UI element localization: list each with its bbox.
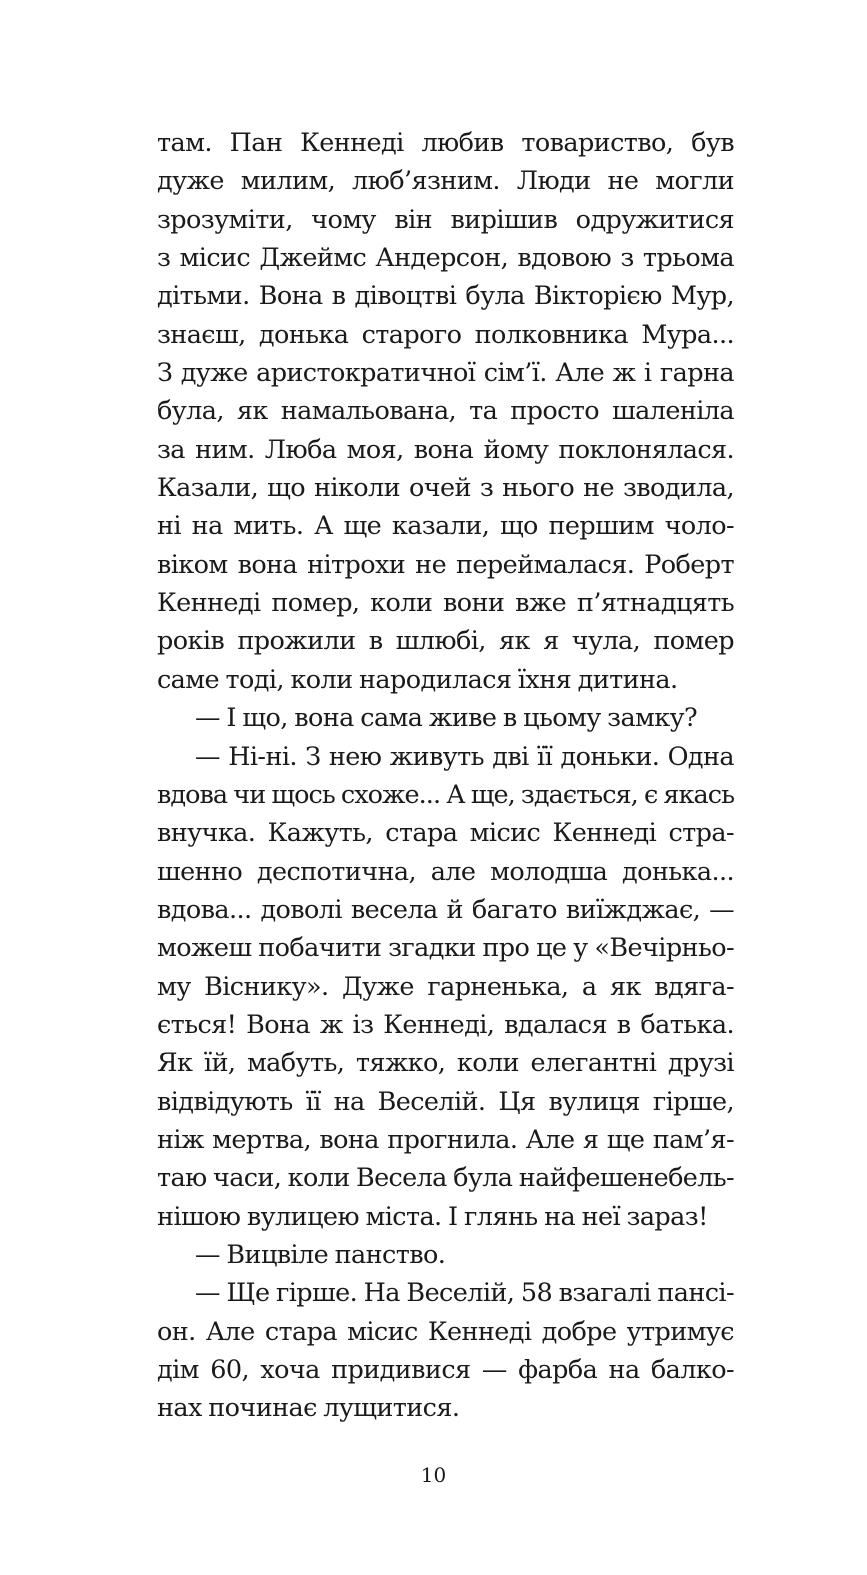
text-line: — І що, вона сама живе в цьому замку? xyxy=(195,703,698,734)
text-line: дім 60, хоча придивися — фарба на балко- xyxy=(157,1355,734,1385)
text-line: ні на мить. А ще казали, що першим чоло- xyxy=(157,511,734,542)
text-line: нішою вулицею міста. І глянь на неї зараз! xyxy=(157,1201,708,1232)
text-line: була, як намальована, та просто шаленіла xyxy=(157,396,734,427)
text-line: з місис Джеймс Андерсон, вдовою з трьома xyxy=(157,243,734,274)
text-line: вдова... доволі весела й багато виїжджає, — xyxy=(157,894,734,925)
text-line: Кеннеді помер, коли вони вже п’ятнадцять xyxy=(157,588,734,619)
text-line: ніж мертва, вона прогнила. Але я ще пам’я- xyxy=(157,1124,734,1155)
text-line: он. Але стара місис Кеннеді добре утримує xyxy=(157,1316,734,1347)
text-line: вдова чи щось схоже... А ще, здається, є якась xyxy=(157,779,734,810)
text-line: — Ні-ні. З нею живуть дві її доньки. Одна xyxy=(195,741,734,772)
text-line: З дуже аристократичної сім’ї. Але ж і гарна xyxy=(157,358,734,389)
text-line: Казали, що ніколи очей з нього не зводила, xyxy=(157,473,734,504)
text-line: Як їй, мабуть, тяжко, коли елегантні друзі xyxy=(157,1048,734,1079)
text-line: му Віснику». Дуже гарненька, а як вдяга- xyxy=(157,971,734,1002)
text-line: там. Пан Кеннеді любив товариство, був xyxy=(157,128,734,158)
text-line: — Вицвіле панство. xyxy=(195,1239,446,1270)
body-text xyxy=(157,124,734,1428)
text-line: таю часи, коли Весела була найфешенебель- xyxy=(157,1163,734,1194)
text-line: років прожили в шлюбі, як я чула, помер xyxy=(157,626,734,657)
page-number: 10 xyxy=(420,1463,447,1487)
text-line: — Ще гірше. На Веселій, 58 взагалі пансі- xyxy=(195,1278,734,1309)
text-line: саме тоді, коли народилася їхня дитина. xyxy=(157,664,678,695)
text-line: внучка. Кажуть, стара місис Кеннеді стра- xyxy=(157,818,734,849)
text-line: нах починає лущитися. xyxy=(157,1393,460,1424)
text-line: за ним. Люба моя, вона йому поклонялася. xyxy=(157,434,734,465)
text-line: відвідують її на Веселій. Ця вулиця гірше, xyxy=(157,1086,734,1117)
text-line: зрозуміти, чому він вирішив одружитися xyxy=(157,204,734,235)
text-line: віком вона нітрохи не переймалася. Роберт xyxy=(157,549,734,580)
text-line: знаєш, донька старого полковника Мура... xyxy=(157,319,734,350)
text-line: можеш побачити згадки про це у «Вечірньо- xyxy=(157,933,734,964)
text-line: шенно деспотична, але молодша донька... xyxy=(157,856,734,887)
text-line: дітьми. Вона в дівоцтві була Вікторією Мур, xyxy=(157,281,734,312)
text-line: дуже милим, люб’язним. Люди не могли xyxy=(157,166,734,197)
text-line: ється! Вона ж із Кеннеді, вдалася в батька. xyxy=(157,1009,734,1040)
